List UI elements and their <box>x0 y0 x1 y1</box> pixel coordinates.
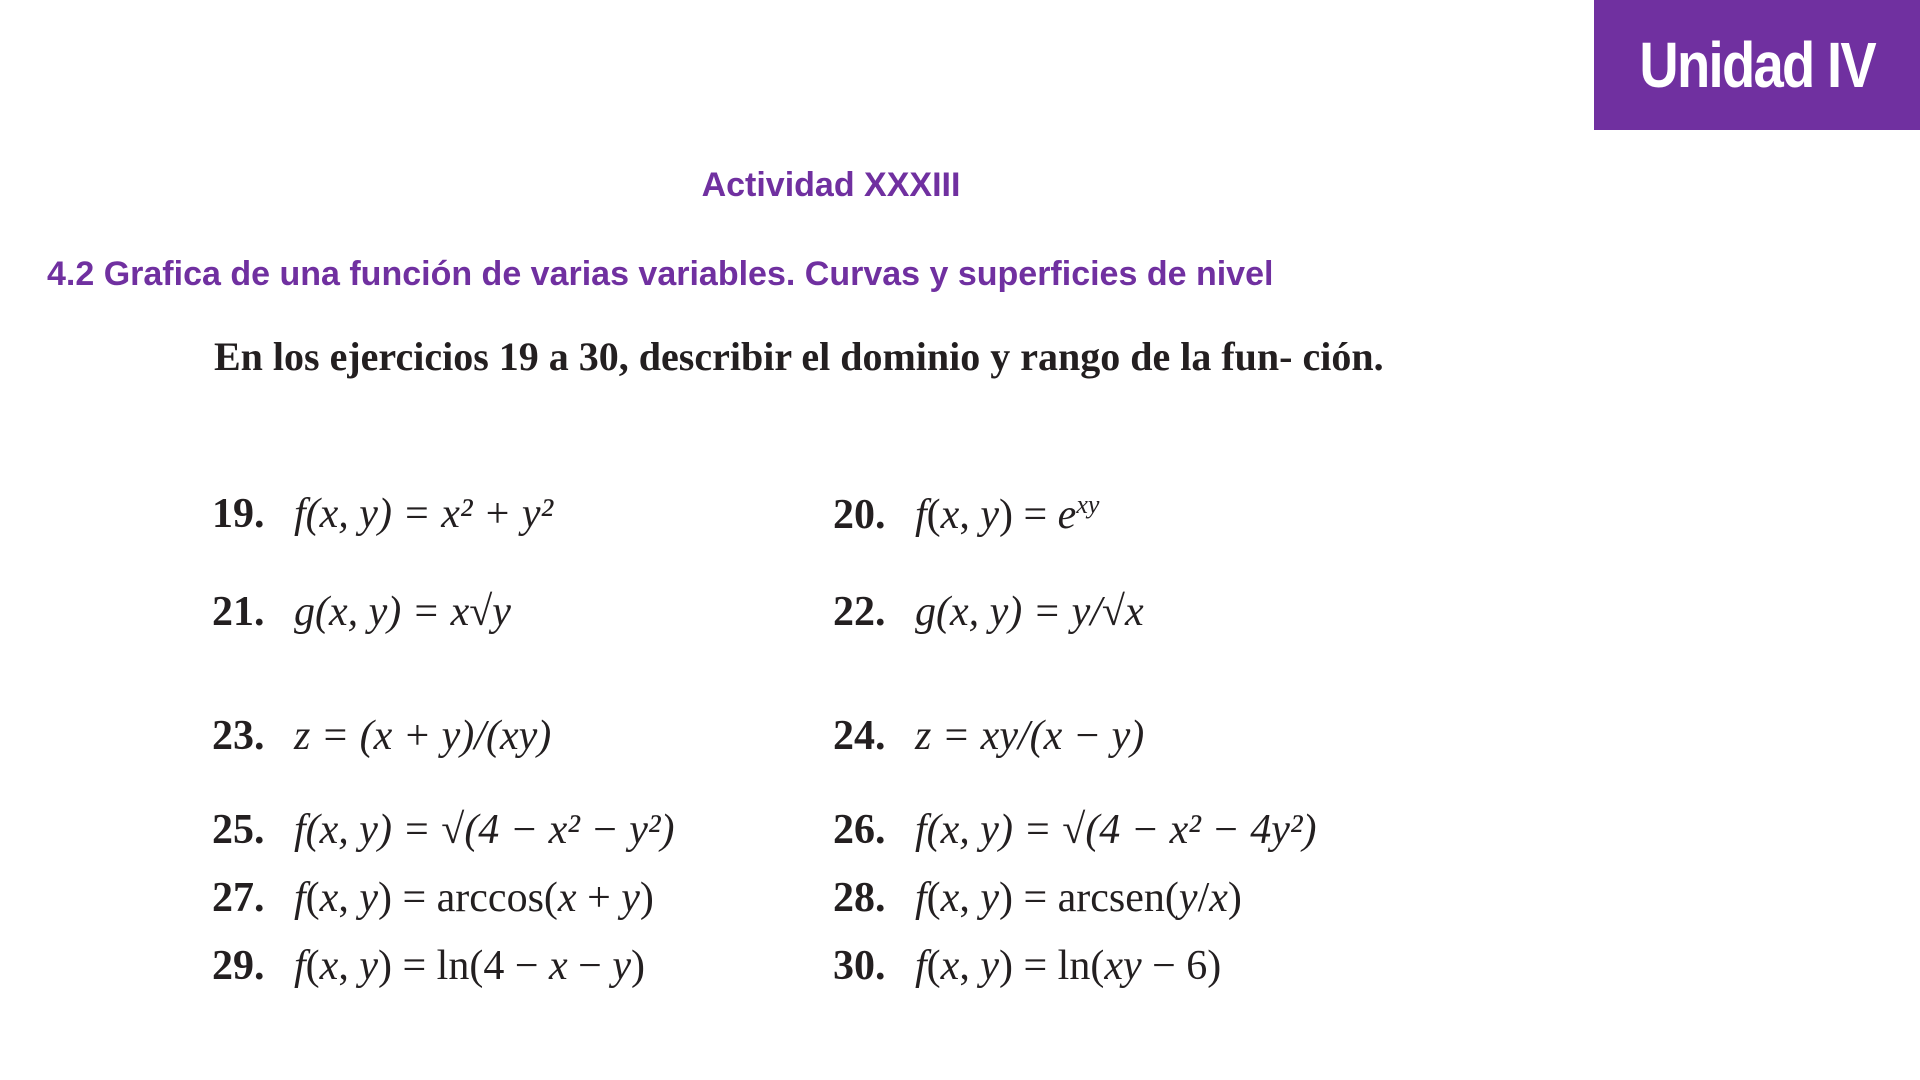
exercise-30: 30. f(x, y) = ln(xy − 6) <box>833 943 1222 989</box>
exercise-19: 19. f(x, y) = x² + y² <box>212 491 554 537</box>
exercise-expr: z = (x + y)/(xy) <box>294 713 552 759</box>
exercise-expr: f(x, y) = arcsen(y/x) <box>915 875 1242 921</box>
instructions: En los ejercicios 19 a 30, describir el dominio y rango de la fun- ción. <box>214 334 1384 379</box>
exercise-expr: f(x, y) = ln(4 − x − y) <box>294 943 645 989</box>
exercise-expr: f(x, $y) = e^{xy}$ <box>915 490 1100 538</box>
exercise-22: 22. g(x, y) = y/√x <box>833 589 1144 635</box>
exercise-24: 24. z = xy/(x − y) <box>833 713 1145 759</box>
exercise-28: 28. f(x, y) = arcsen(y/x) <box>833 875 1242 921</box>
exercise-expr: f(x, y) = ln(xy − 6) <box>915 943 1222 989</box>
exercise-25: 25. f(x, y) = √(4 − x² − y²) <box>212 807 675 853</box>
section-subtitle: 4.2 Grafica de una función de varias variables. Curvas y superficies de nivel <box>47 255 1274 293</box>
exercise-expr: z = xy/(x − y) <box>915 713 1145 759</box>
unit-badge: Unidad IV <box>1594 0 1920 130</box>
activity-title: Actividad XXXIII <box>701 166 961 204</box>
exercise-21: 21. g(x, y) = x√y <box>212 589 511 635</box>
exercise-expr: f(x, y) = arccos(x + y) <box>294 875 654 921</box>
exercise-expr: f(x, y) = √(4 − x² − y²) <box>294 807 675 853</box>
exercise-expr: g(x, y) = x√y <box>294 589 511 635</box>
exercise-26: 26. f(x, y) = √(4 − x² − 4y²) <box>833 807 1317 853</box>
exercise-expr: f(x, y) = x² + y² <box>294 491 554 537</box>
exercise-27: 27. f(x, y) = arccos(x + y) <box>212 875 654 921</box>
exercise-23: 23. z = (x + y)/(xy) <box>212 713 552 759</box>
exercise-expr: f(x, y) = √(4 − x² − 4y²) <box>915 807 1317 853</box>
exercise-20: 20. f(x, $y) = e^{xy}$ <box>833 490 1100 538</box>
exercise-expr: g(x, y) = y/√x <box>915 589 1144 635</box>
exercise-29: 29. f(x, y) = ln(4 − x − y) <box>212 943 645 989</box>
